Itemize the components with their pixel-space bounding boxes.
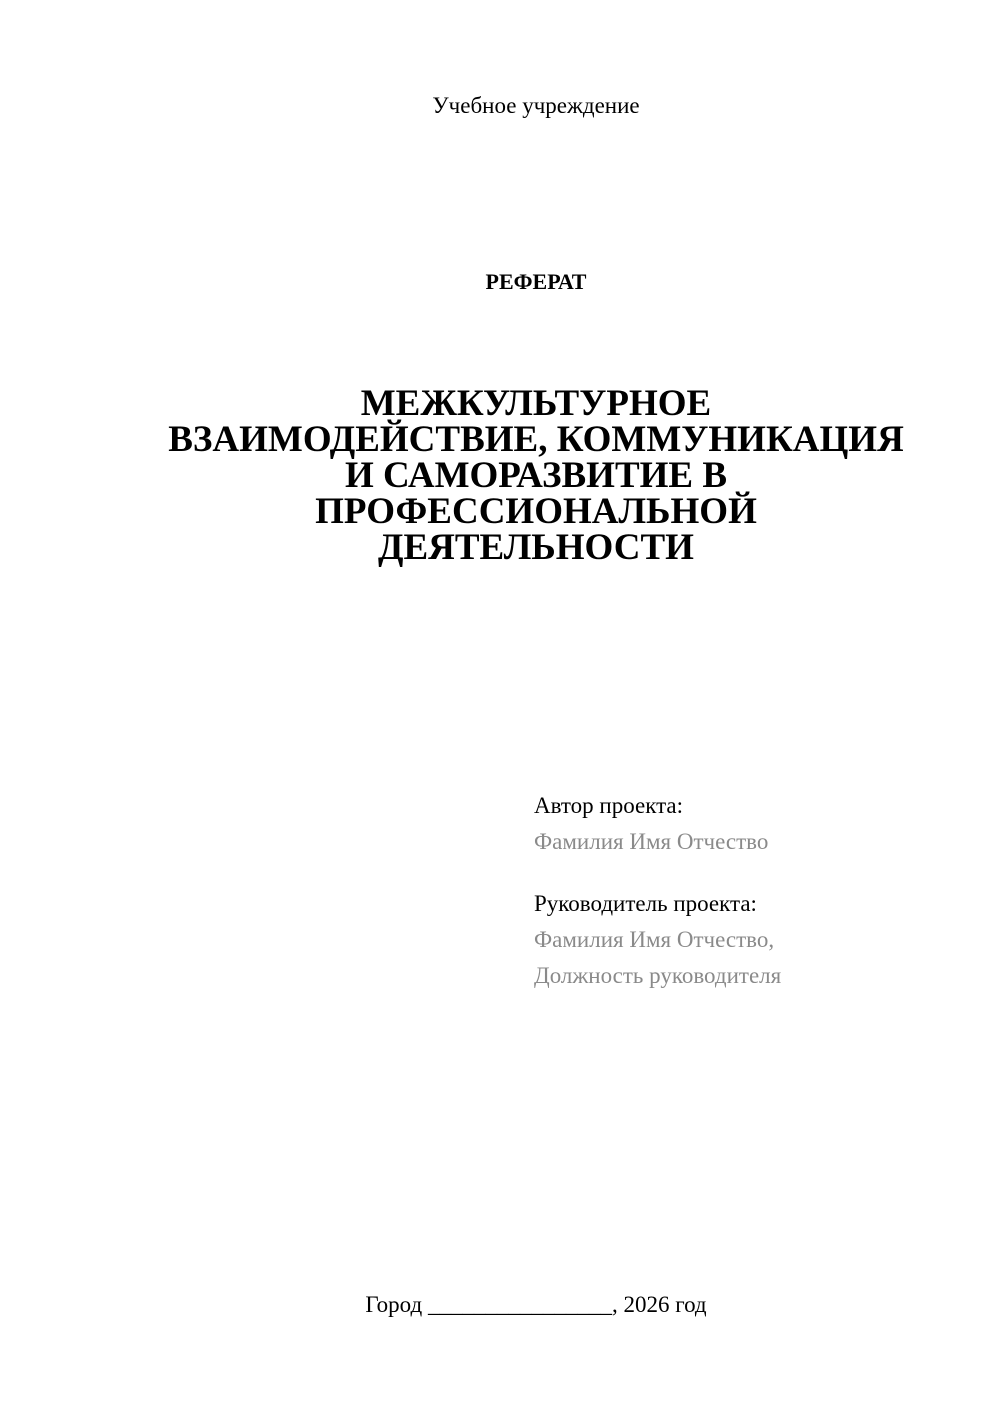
supervisor-name: Фамилия Имя Отчество,: [534, 927, 775, 952]
title-line: ПРОФЕССИОНАЛЬНОЙ: [315, 491, 757, 532]
title-line: МЕЖКУЛЬТУРНОЕ: [360, 383, 712, 424]
year-text: , 2026 год: [611, 1292, 707, 1317]
city-year-line: [0, 1290, 1000, 1320]
project-info: [534, 788, 974, 994]
document-title: [100, 383, 972, 568]
city-blank: ________________: [427, 1292, 612, 1317]
author-label: Автор проекта:: [534, 793, 683, 818]
document-type: РЕФЕРАТ: [485, 269, 587, 294]
spacer: [534, 860, 974, 886]
title-line: ВЗАИМОДЕЙСТВИЕ, КОММУНИКАЦИЯ: [168, 419, 904, 460]
institution-name: Учебное учреждение: [432, 93, 640, 118]
city-label: Город: [365, 1292, 423, 1317]
title-line: И САМОРАЗВИТИЕ В: [344, 455, 728, 496]
supervisor-label: Руководитель проекта:: [534, 891, 757, 916]
author-name: Фамилия Имя Отчество: [534, 829, 769, 854]
title-line: ДЕЯТЕЛЬНОСТИ: [378, 527, 694, 568]
supervisor-position: Должность руководителя: [534, 963, 782, 988]
